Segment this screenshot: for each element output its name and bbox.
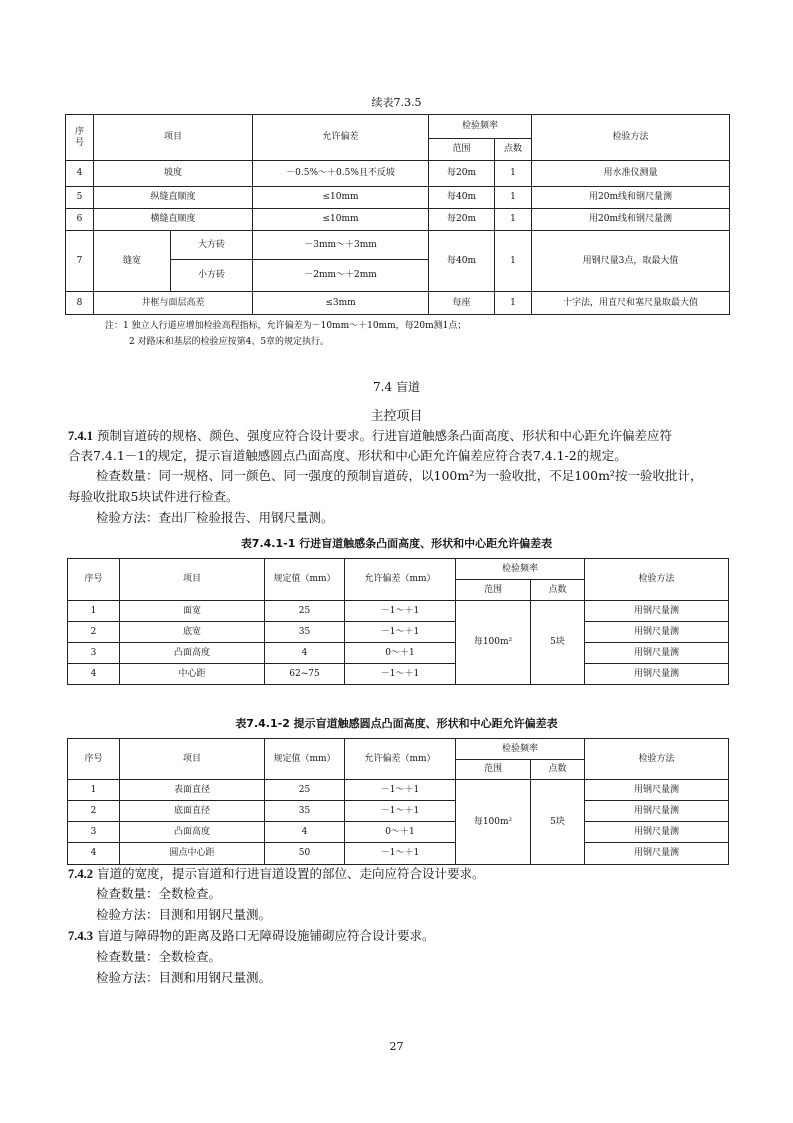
t1-r6-tolerance: ≤10mm (253, 209, 429, 231)
t3-r1-method: 用钢尺量测 (585, 780, 729, 801)
t3-r2-item: 底面直径 (120, 801, 265, 822)
t1-r8-points: 1 (495, 292, 532, 315)
clause-741-check2: 每验收批取5块试件进行检查。 (68, 489, 239, 504)
t1-header-tolerance: 允许偏差 (253, 115, 429, 161)
table3-caption: 表7.4.1-2 提示盲道触感圆点凸面高度、形状和中心距允许偏差表 (235, 717, 558, 730)
t2-r3-item: 凸面高度 (120, 643, 265, 664)
t2-r4-seq: 4 (68, 664, 120, 685)
table-row (68, 822, 729, 843)
table-row (68, 643, 729, 664)
clause-742-line (68, 866, 484, 882)
t1-r4-item: 坡度 (94, 161, 253, 187)
clause-741-method: 检验方法：查出厂检验报告、用钢尺量测。 (96, 510, 334, 525)
clause-743-number: 7.4.3 (68, 929, 93, 943)
t3-header-seq: 序号 (68, 739, 120, 780)
clause-741-line1 (68, 428, 672, 444)
t3-header-points: 点数 (531, 760, 585, 780)
t3-r2-method: 用钢尺量测 (585, 801, 729, 822)
t1-r4-seq: 4 (66, 161, 94, 187)
table1 (65, 114, 730, 315)
t2-r1-tolerance: －1～＋1 (345, 601, 456, 622)
t1-r7-method: 用钢尺量3点，取最大值 (532, 231, 730, 292)
t3-header-spec: 规定值（mm） (265, 739, 345, 780)
t3-header-method: 检验方法 (585, 739, 729, 780)
t2-header-points: 点数 (531, 580, 585, 601)
t2-r4-item: 中心距 (120, 664, 265, 685)
clause-742-method: 检验方法：目测和用钢尺量测。 (96, 907, 272, 922)
clause-741-number: 7.4.1 (68, 429, 93, 443)
t2-r2-tolerance: －1～＋1 (345, 622, 456, 643)
t1-r6-seq: 6 (66, 209, 94, 231)
t1-r8-range: 每座 (429, 292, 495, 315)
t2-r4-method: 用钢尺量测 (585, 664, 729, 685)
table-row (66, 161, 730, 187)
t1-header-points: 点数 (495, 139, 532, 161)
page-number: 27 (389, 1040, 404, 1053)
t3-r4-seq: 4 (68, 843, 120, 865)
t1-r7-item: 缝宽 (94, 231, 171, 292)
t3-header-tolerance: 允许偏差（mm） (345, 739, 456, 780)
clause-742-number: 7.4.2 (68, 867, 93, 881)
t3-r1-tolerance: －1～＋1 (345, 780, 456, 801)
t1-r4-method: 用水准仪测量 (532, 161, 730, 187)
t1-header-item: 项目 (94, 115, 253, 161)
table-row (66, 292, 730, 315)
t3-r4-tolerance: －1～＋1 (345, 843, 456, 865)
t2-r2-item: 底宽 (120, 622, 265, 643)
table-row (68, 780, 729, 801)
t3-r1-item: 表面直径 (120, 780, 265, 801)
table-row (66, 187, 730, 209)
t1-r5-item: 纵缝直顺度 (94, 187, 253, 209)
t1-r5-seq: 5 (66, 187, 94, 209)
clause-742-text: 盲道的宽度，提示盲道和行进盲道设置的部位、走向应符合设计要求。 (93, 866, 485, 881)
t3-r2-spec: 35 (265, 801, 345, 822)
t2-r2-seq: 2 (68, 622, 120, 643)
table3 (67, 738, 729, 865)
t1-r5-range: 每40m (429, 187, 495, 209)
t2-header-tolerance: 允许偏差（mm） (345, 559, 456, 601)
t1-r7-tol2: －2mm～＋2mm (253, 260, 429, 292)
table2-caption: 表7.4.1-1 行进盲道触感条凸面高度、形状和中心距允许偏差表 (240, 537, 553, 550)
t1-r8-tolerance: ≤3mm (253, 292, 429, 315)
section-title: 7.4 盲道 (373, 380, 420, 394)
t3-r2-seq: 2 (68, 801, 120, 822)
t1-r8-method: 十字法，用直尺和塞尺量取最大值 (532, 292, 730, 315)
table1-note-1: 注：1 独立人行道应增加检验高程指标，允许偏差为－10mm～＋10mm，每20m测1点； (105, 321, 467, 331)
t3-r4-item: 圆点中心距 (120, 843, 265, 865)
t2-r4-spec: 62~75 (265, 664, 345, 685)
t1-r6-method: 用20m线和钢尺量测 (532, 209, 730, 231)
t2-r3-seq: 3 (68, 643, 120, 664)
t2-header-seq: 序号 (68, 559, 120, 601)
clause-742-check: 检查数量：全数检查。 (96, 886, 222, 901)
t2-range: 每100m² (456, 601, 531, 685)
t2-header-method: 检验方法 (585, 559, 729, 601)
t1-r7-tol1: －3mm～＋3mm (253, 231, 429, 260)
t2-r2-method: 用钢尺量测 (585, 622, 729, 643)
table-row (68, 601, 729, 622)
t1-r8-item: 井框与面层高差 (94, 292, 253, 315)
clause-743-method: 检验方法：目测和用钢尺量测。 (96, 970, 272, 985)
t1-r7-points: 1 (495, 231, 532, 292)
t2-header-range: 范围 (456, 580, 531, 601)
table-row (68, 622, 729, 643)
t3-r4-spec: 50 (265, 843, 345, 865)
t1-r4-tolerance: －0.5%～＋0.5%且不反坡 (253, 161, 429, 187)
clause-741-check1: 检查数量：同一规格、同一颜色、同一强度的预制盲道砖，以100m²为一验收批，不足100m²按一验收批计， (96, 468, 703, 483)
t1-r7-sub1: 大方砖 (171, 231, 253, 260)
clause-741-text: 预制盲道砖的规格、颜色、强度应符合设计要求。行进盲道触感条凸面高度、形状和中心距允许偏差应符 (93, 428, 672, 443)
t3-points: 5块 (531, 780, 585, 865)
t3-r1-spec: 25 (265, 780, 345, 801)
t2-r3-tolerance: 0～＋1 (345, 643, 456, 664)
t2-header-freq: 检验频率 (456, 559, 585, 580)
t1-header-freq: 检验频率 (429, 115, 532, 139)
t1-r7-range: 每40m (429, 231, 495, 292)
t2-r1-item: 面宽 (120, 601, 265, 622)
t2-points: 5块 (531, 601, 585, 685)
t2-header-spec: 规定值（mm） (265, 559, 345, 601)
t3-header-item: 项目 (120, 739, 265, 780)
table-row (66, 209, 730, 231)
table-row (68, 664, 729, 685)
clause-743-check: 检查数量：全数检查。 (96, 949, 222, 964)
table-row (68, 801, 729, 822)
t2-r4-tolerance: －1～＋1 (345, 664, 456, 685)
clause-741-line2: 合表7.4.1－1的规定，提示盲道触感圆点凸面高度、形状和中心距允许偏差应符合表7.4.1-2的规定。 (68, 448, 627, 463)
table2 (67, 558, 729, 685)
table-row (68, 843, 729, 865)
t2-r1-spec: 25 (265, 601, 345, 622)
t3-r2-tolerance: －1～＋1 (345, 801, 456, 822)
clause-743-line (68, 928, 434, 944)
t1-r4-range: 每20m (429, 161, 495, 187)
t2-r2-spec: 35 (265, 622, 345, 643)
t3-r3-item: 凸面高度 (120, 822, 265, 843)
t3-r3-spec: 4 (265, 822, 345, 843)
t1-r6-item: 横缝直顺度 (94, 209, 253, 231)
t3-r3-seq: 3 (68, 822, 120, 843)
t1-r5-tolerance: ≤10mm (253, 187, 429, 209)
t2-r1-seq: 1 (68, 601, 120, 622)
t1-r5-method: 用20m线和钢尺量测 (532, 187, 730, 209)
t2-header-item: 项目 (120, 559, 265, 601)
t1-r6-range: 每20m (429, 209, 495, 231)
t1-r7-sub2: 小方砖 (171, 260, 253, 292)
table-row (66, 231, 730, 260)
t1-header-range: 范围 (429, 139, 495, 161)
t2-r1-method: 用钢尺量测 (585, 601, 729, 622)
t3-r4-method: 用钢尺量测 (585, 843, 729, 865)
t3-header-freq: 检验频率 (456, 739, 585, 760)
t2-r3-method: 用钢尺量测 (585, 643, 729, 664)
table1-caption: 续表7.3.5 (371, 96, 422, 109)
t1-r8-seq: 8 (66, 292, 94, 315)
section-subtitle: 主控项目 (370, 409, 423, 424)
t1-r4-points: 1 (495, 161, 532, 187)
t3-r3-tolerance: 0～＋1 (345, 822, 456, 843)
t1-header-method: 检验方法 (532, 115, 730, 161)
t1-r7-seq: 7 (66, 231, 94, 292)
t3-r3-method: 用钢尺量测 (585, 822, 729, 843)
t2-r3-spec: 4 (265, 643, 345, 664)
clause-743-text: 盲道与障碍物的距离及路口无障碍设施铺砌应符合设计要求。 (93, 928, 435, 943)
t1-header-seq: 序号 (66, 115, 94, 161)
t3-header-range: 范围 (456, 760, 531, 780)
t1-r6-points: 1 (495, 209, 532, 231)
t1-r5-points: 1 (495, 187, 532, 209)
t3-range: 每100m² (456, 780, 531, 865)
t3-r1-seq: 1 (68, 780, 120, 801)
table1-note-2: 2 对路床和基层的检验应按第4、5章的规定执行。 (129, 337, 330, 347)
